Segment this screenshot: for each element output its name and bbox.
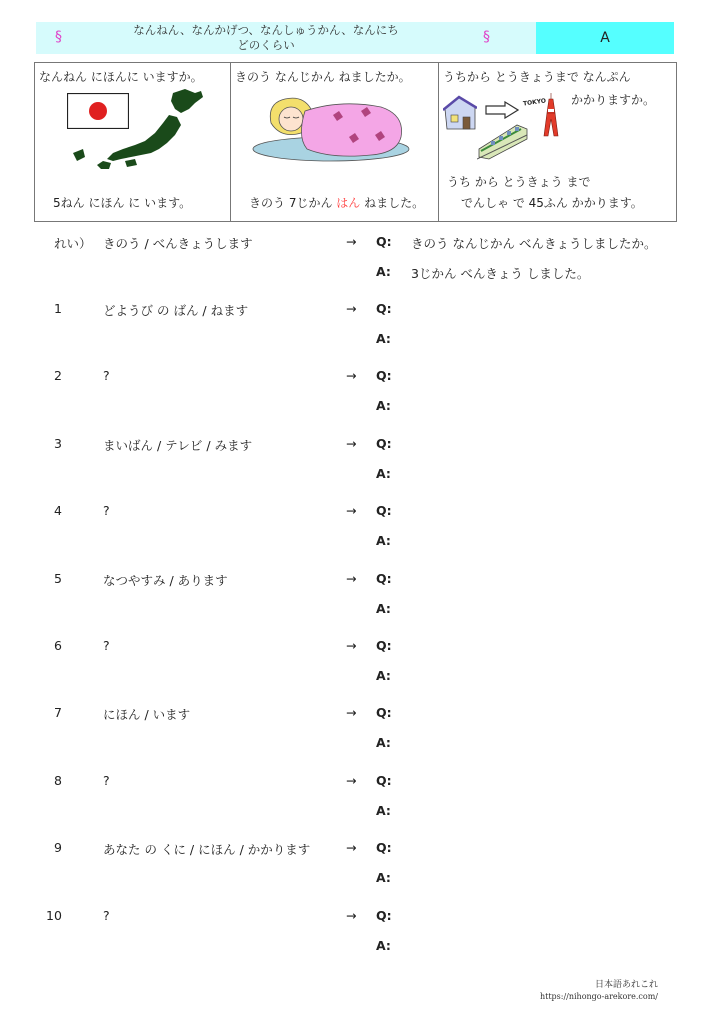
answer-label: A (536, 22, 674, 54)
exercise-row (0, 773, 724, 803)
exercise-number: 1 (54, 301, 62, 316)
example-row-q-label: Q: (376, 234, 392, 249)
exercise-arrow: → (346, 705, 357, 720)
example-row-q-text: きのう なんじかん べんきょうしましたか。 (411, 236, 657, 251)
section-mark-left: § (55, 29, 62, 45)
example-answer-2-highlight: はん (336, 196, 361, 210)
example-row-a-label: A: (376, 264, 391, 279)
example-row (0, 234, 724, 264)
section-mark-right: § (483, 29, 490, 45)
exercise-a-label: A: (376, 466, 391, 481)
exercise-number: 7 (54, 705, 62, 720)
exercise-row (0, 436, 724, 466)
exercise-q-label: Q: (376, 436, 392, 451)
exercise-row (0, 638, 724, 668)
exercise-number: 4 (54, 503, 62, 518)
example-cell-1 (35, 63, 231, 221)
exercise-row (0, 368, 724, 398)
exercise-q-label: Q: (376, 638, 392, 653)
example-answer-2-pre: きのう 7じかん (249, 196, 337, 210)
tokyo-tower-icon (543, 93, 559, 137)
exercise-a-label: A: (376, 601, 391, 616)
exercise-row (0, 503, 724, 533)
example-answer-2 (249, 194, 424, 211)
example-answer-3-line-2: でんしゃ で 45ふん かかります。 (461, 196, 643, 210)
exercise-prompt: ? (103, 908, 110, 923)
exercise-a-label: A: (376, 938, 391, 953)
exercise-prompt: あなた の くに / にほん / かかります (103, 842, 311, 857)
exercise-row (0, 571, 724, 601)
exercise-q-label: Q: (376, 301, 392, 316)
example-row-prompt: きのう / べんきょうします (103, 236, 253, 251)
exercise-q-label: Q: (376, 571, 392, 586)
example-row-arrow: → (346, 234, 357, 249)
exercise-a-label: A: (376, 870, 391, 885)
exercise-row (0, 908, 724, 938)
exercise-q-label: Q: (376, 908, 392, 923)
title-line-1: なんねん、なんかげつ、なんしゅうかん、なんにち (133, 23, 399, 37)
exercise-a-label: A: (376, 735, 391, 750)
exercise-arrow: → (346, 638, 357, 653)
exercise-arrow: → (346, 368, 357, 383)
exercise-number: 3 (54, 436, 62, 451)
exercise-a-label: A: (376, 331, 391, 346)
exercise-prompt: どようび の ばん / ねます (103, 303, 249, 318)
exercise-number: 10 (46, 908, 62, 923)
exercise-prompt: ? (103, 503, 110, 518)
exercise-arrow: → (346, 436, 357, 451)
example-row-a-text: 3じかん べんきょう しました。 (411, 266, 590, 281)
exercise-a-label: A: (376, 398, 391, 413)
title-line-2: どのくらい (237, 38, 295, 52)
exercise-arrow: → (346, 503, 357, 518)
exercise-arrow: → (346, 571, 357, 586)
worksheet-header (36, 22, 674, 54)
exercise-q-label: Q: (376, 773, 392, 788)
example-table (34, 62, 677, 222)
exercise-prompt: にほん / います (103, 707, 191, 722)
train-icon (477, 121, 529, 161)
example-cell-2 (231, 63, 439, 221)
exercise-number: 8 (54, 773, 62, 788)
exercise-a-label: A: (376, 803, 391, 818)
exercise-arrow: → (346, 840, 357, 855)
worksheet-title (126, 23, 406, 53)
exercise-row (0, 840, 724, 870)
japan-map-icon (63, 87, 205, 169)
exercise-q-label: Q: (376, 840, 392, 855)
exercise-q-label: Q: (376, 368, 392, 383)
exercise-q-label: Q: (376, 503, 392, 518)
example-answer-3-line-1: うち から とうきょう まで (447, 175, 591, 189)
exercise-prompt: ? (103, 773, 110, 788)
footer (540, 980, 658, 1002)
exercise-number: 6 (54, 638, 62, 653)
example-question-1: なんねん にほんに いますか。 (39, 70, 203, 84)
tokyo-label: TOKYO (522, 97, 547, 108)
exercise-prompt: ? (103, 638, 110, 653)
example-answer-1: 5ねん にほん に います。 (53, 196, 192, 210)
exercise-prompt: なつやすみ / あります (103, 573, 228, 588)
exercise-number: 9 (54, 840, 62, 855)
example-row-number: れい） (54, 236, 92, 251)
exercise-number: 5 (54, 571, 62, 586)
house-icon (443, 95, 477, 131)
exercise-a-label: A: (376, 668, 391, 683)
sleeping-girl-icon (251, 93, 411, 163)
arrow-right-icon (485, 101, 519, 119)
exercise-arrow: → (346, 908, 357, 923)
exercise-prompt: ? (103, 368, 110, 383)
exercise-number: 2 (54, 368, 62, 383)
exercise-row (0, 705, 724, 735)
example-answer-2-post: ねました。 (360, 196, 425, 210)
exercise-prompt: まいばん / テレビ / みます (103, 438, 253, 453)
exercise-q-label: Q: (376, 705, 392, 720)
exercise-row (0, 301, 724, 331)
footer-site-name: 日本語あれこれ (594, 980, 658, 990)
example-question-2: きのう なんじかん ねましたか。 (235, 70, 411, 84)
footer-url: https://nihongo-arekore.com/ (539, 992, 658, 1001)
exercise-arrow: → (346, 301, 357, 316)
example-question-3-line-1: うちから とうきょうまで なんぷん (443, 70, 631, 84)
example-question-3-line-2: かかりますか。 (571, 93, 656, 107)
example-cell-3 (439, 63, 676, 221)
exercise-arrow: → (346, 773, 357, 788)
exercise-a-label: A: (376, 533, 391, 548)
